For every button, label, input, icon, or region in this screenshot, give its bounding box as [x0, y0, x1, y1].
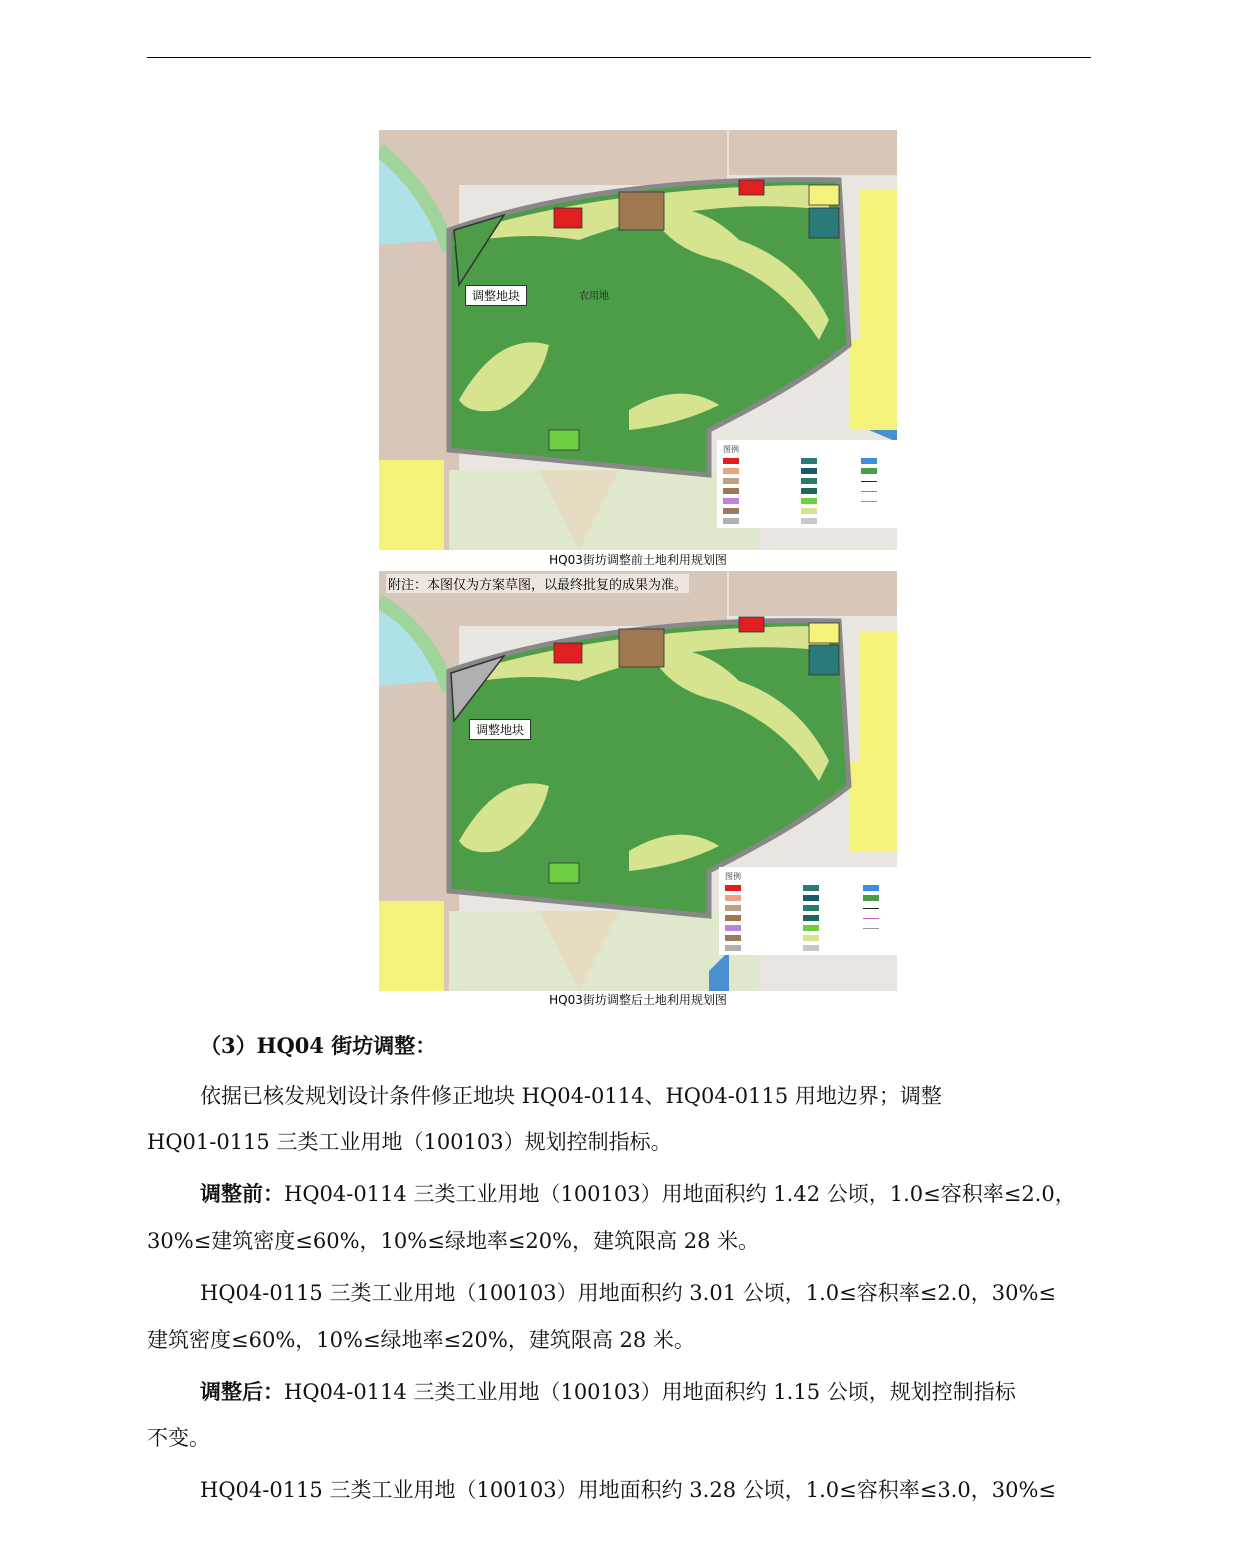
adjusted-parcel-callout: 调整地块 [469, 719, 531, 740]
section-heading: （3）HQ04 街坊调整： [200, 1033, 437, 1058]
paragraph-4-line-1 [147, 1374, 1091, 1410]
farmland-label: 农用地 [579, 291, 609, 302]
legend-item [723, 478, 797, 484]
legend-item [801, 468, 857, 474]
legend-item [861, 468, 897, 474]
legend-item [863, 935, 897, 941]
paragraph-5-line-1: HQ04-0115 三类工业用地（100103）用地面积约 3.28 公顷，1.0≤容积率≤3.0，30%≤ [200, 1478, 1056, 1502]
legend-item [803, 925, 859, 931]
paragraph-1-line-1: 依据已核发规划设计条件修正地块 HQ04-0114、HQ04-0115 用地边界；调整 [200, 1084, 942, 1108]
legend-item [861, 458, 897, 464]
legend-item [725, 915, 799, 921]
legend-item [863, 915, 897, 921]
legend-grid [723, 458, 893, 524]
legend-item [863, 895, 897, 901]
land-use-map-after [379, 571, 897, 991]
legend-item [725, 895, 799, 901]
map-before-caption: HQ03街坊调整前土地利用规划图 [549, 553, 727, 567]
paragraph-3-line-1: HQ04-0115 三类工业用地（100103）用地面积约 3.01 公顷，1.0≤容积率≤2.0，30%≤ [200, 1281, 1056, 1305]
legend-item [803, 935, 859, 941]
adjusted-parcel-callout: 调整地块 [465, 285, 527, 306]
after-label: 调整后： [200, 1379, 284, 1404]
legend-item [725, 945, 799, 951]
map-after-caption: HQ03街坊调整后土地利用规划图 [549, 993, 727, 1007]
paragraph-2-line-1 [147, 1176, 1091, 1212]
legend-item [803, 945, 859, 951]
legend-item [863, 885, 897, 891]
legend-item [725, 925, 799, 931]
legend-item [863, 905, 897, 911]
legend-item [861, 488, 897, 494]
before-text: HQ04-0114 三类工业用地（100103）用地面积约 1.42 公顷，1.0≤容积率≤2.0， [284, 1182, 1076, 1206]
map-note: 附注：本图仅为方案草图，以最终批复的成果为准。 [386, 574, 689, 593]
legend-title: 图例 [723, 445, 739, 454]
legend-item [723, 458, 797, 464]
legend-item [725, 885, 799, 891]
legend-item [801, 518, 857, 524]
map-before-legend [717, 440, 897, 528]
map-after-legend [719, 867, 897, 955]
legend-item [801, 458, 857, 464]
legend-item [723, 508, 797, 514]
legend-item [725, 905, 799, 911]
header-rule [147, 57, 1091, 58]
legend-item [801, 498, 857, 504]
legend-item [725, 935, 799, 941]
after-text: HQ04-0114 三类工业用地（100103）用地面积约 1.15 公顷，规划控制指标 [284, 1380, 1016, 1404]
legend-item [861, 508, 897, 514]
legend-item [723, 518, 797, 524]
legend-item [863, 925, 897, 931]
legend-item [861, 498, 897, 504]
before-label: 调整前： [200, 1181, 284, 1206]
legend-item [803, 885, 859, 891]
legend-item [803, 915, 859, 921]
legend-item [723, 498, 797, 504]
paragraph-4-line-2: 不变。 [147, 1426, 210, 1450]
legend-item [723, 488, 797, 494]
legend-item [803, 895, 859, 901]
legend-item [803, 905, 859, 911]
legend-item [801, 508, 857, 514]
legend-item [801, 488, 857, 494]
legend-item [723, 468, 797, 474]
paragraph-2-line-2: 30%≤建筑密度≤60%，10%≤绿地率≤20%，建筑限高 28 米。 [147, 1229, 760, 1253]
paragraph-3-line-2: 建筑密度≤60%，10%≤绿地率≤20%，建筑限高 28 米。 [147, 1328, 695, 1352]
legend-item [861, 478, 897, 484]
legend-title: 图例 [725, 872, 741, 881]
land-use-map-before [379, 130, 897, 550]
paragraph-1-line-2: HQ01-0115 三类工业用地（100103）规划控制指标。 [147, 1130, 672, 1154]
legend-item [801, 478, 857, 484]
legend-grid [725, 885, 895, 951]
